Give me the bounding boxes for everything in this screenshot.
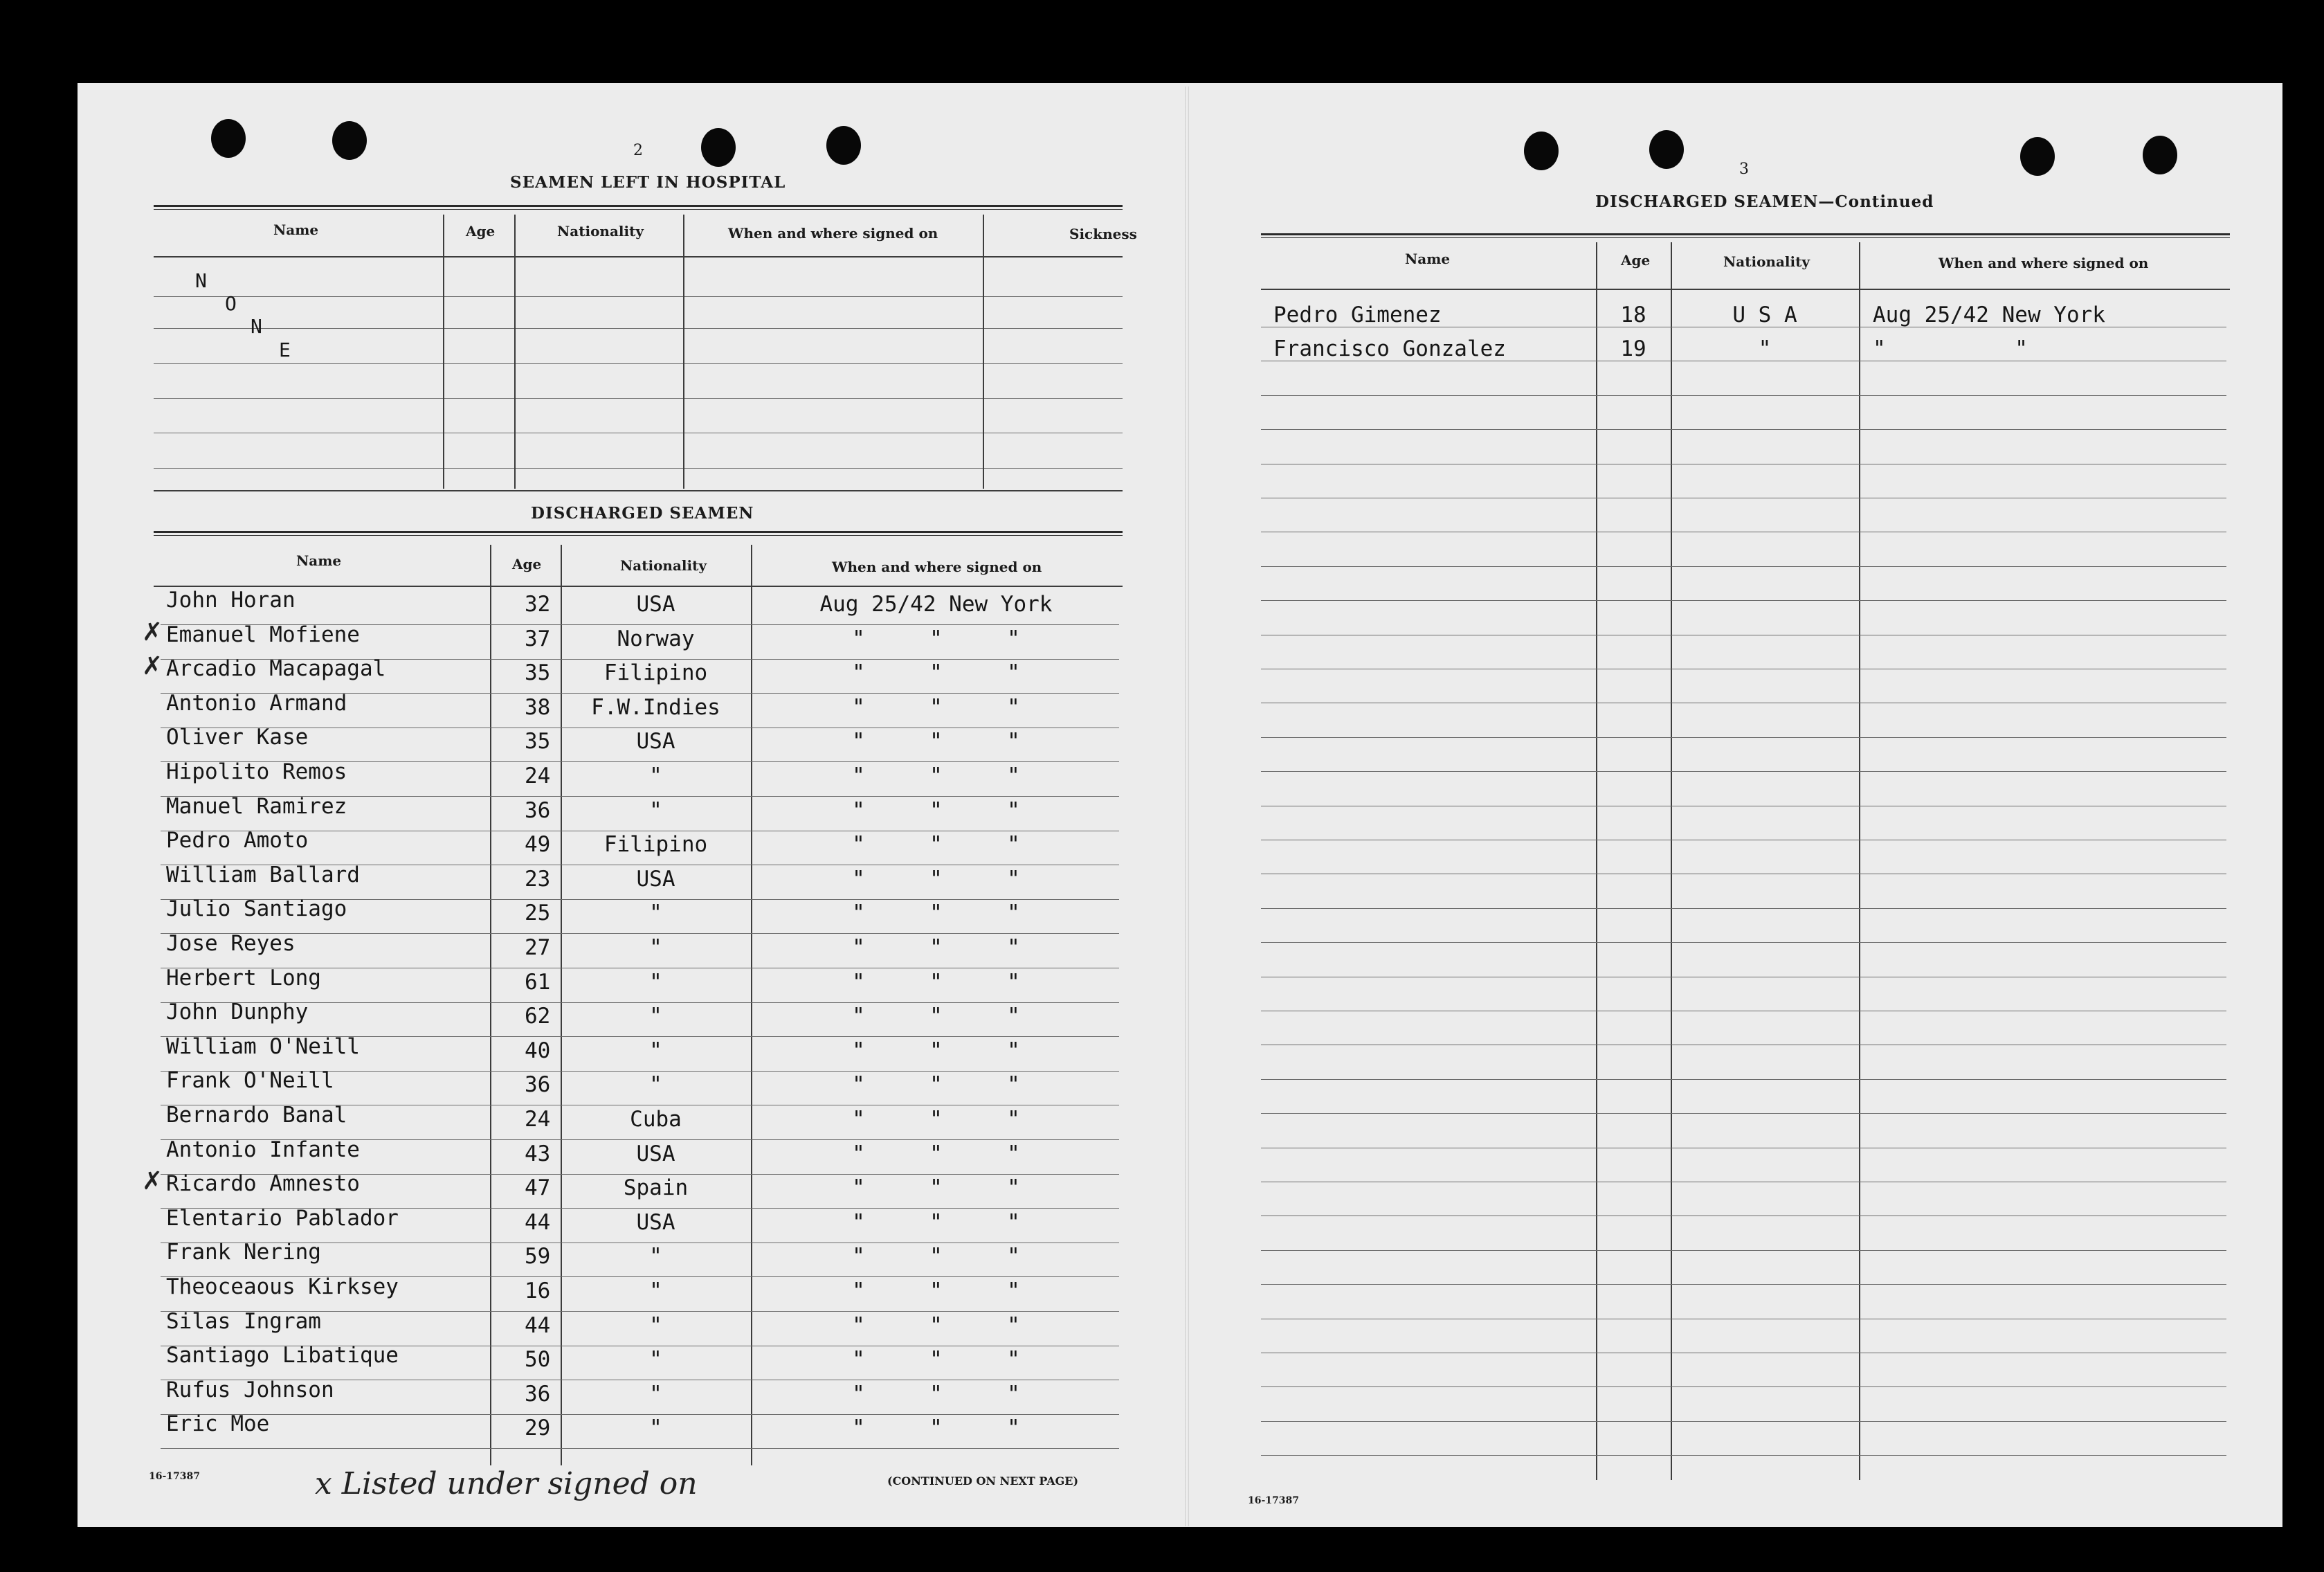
col-header-age: Age	[512, 556, 542, 572]
seaman-nationality: Norway	[617, 626, 695, 651]
row-rule	[1261, 600, 2226, 601]
seaman-name: William O'Neill	[166, 1033, 360, 1059]
table-rule	[154, 490, 1123, 491]
row-rule	[1261, 771, 2226, 772]
col-header-name: Name	[1405, 251, 1451, 267]
seaman-name: Frank Nering	[166, 1240, 321, 1265]
continued-note: (CONTINUED ON NEXT PAGE)	[887, 1474, 1079, 1488]
column-divider	[1859, 242, 1860, 1480]
seaman-signed-on: " " "	[852, 969, 1020, 995]
col-header-nationality: Nationality	[557, 223, 644, 240]
seaman-name: Arcadio Macapagal	[166, 656, 386, 682]
seaman-name: Emanuel Mofiene	[166, 622, 360, 647]
row-rule	[1261, 1421, 2226, 1422]
seaman-nationality: "	[649, 1416, 662, 1441]
seaman-signed-on: Aug 25/42 New York	[819, 592, 1053, 617]
seaman-nationality: "	[649, 1072, 662, 1098]
seaman-age: 47	[525, 1175, 551, 1201]
seaman-nationality: USA	[636, 729, 675, 755]
seaman-nationality: "	[649, 1279, 662, 1303]
none-letter: O	[225, 292, 237, 315]
seaman-age: 61	[525, 969, 551, 995]
seaman-name: Pedro Gimenez	[1273, 302, 1442, 327]
seaman-signed-on: " " "	[852, 1209, 1020, 1235]
table-rule	[154, 531, 1123, 536]
hospital-section-title: SEAMEN LEFT IN HOSPITAL	[510, 173, 786, 192]
punch-hole	[2143, 136, 2177, 174]
seaman-name: Elentario Pablador	[166, 1205, 399, 1231]
seaman-signed-on: " " "	[852, 729, 1020, 755]
table-rule	[154, 256, 1123, 258]
seaman-name: John Horan	[166, 588, 296, 613]
seaman-name: Frank O'Neill	[166, 1068, 334, 1094]
seaman-age: 44	[525, 1209, 551, 1235]
seaman-signed-on: " " "	[852, 1107, 1020, 1132]
seaman-name: Theoceaous Kirksey	[166, 1274, 399, 1299]
seaman-nationality: Spain	[623, 1175, 689, 1201]
seaman-age: 44	[525, 1312, 551, 1338]
column-divider	[1671, 242, 1672, 1480]
seaman-nationality: Cuba	[630, 1107, 682, 1132]
column-divider	[443, 215, 444, 489]
col-header-name: Name	[273, 222, 319, 238]
punch-hole	[826, 126, 861, 165]
seaman-name: Bernardo Banal	[166, 1103, 347, 1128]
seaman-nationality: "	[649, 1038, 662, 1063]
col-header-signed-on: When and where signed on	[832, 559, 1042, 575]
seaman-signed-on: " " "	[852, 1312, 1020, 1338]
table-rule	[1261, 289, 2230, 290]
col-header-age: Age	[466, 223, 496, 240]
none-letter: N	[251, 315, 262, 338]
page-fold	[1185, 87, 1189, 1526]
seaman-age: 38	[525, 694, 551, 720]
column-divider	[490, 545, 491, 1465]
table-rule	[154, 296, 1123, 297]
seaman-signed-on: " " "	[852, 1244, 1020, 1270]
row-rule	[1261, 1284, 2226, 1285]
seaman-age: 24	[525, 1107, 551, 1132]
seaman-name: Pedro Amoto	[166, 828, 309, 853]
seaman-signed-on: " " "	[852, 832, 1020, 858]
col-header-age: Age	[1621, 252, 1651, 269]
column-divider	[1596, 242, 1597, 1480]
handwritten-note: x Listed under signed on	[315, 1466, 698, 1501]
col-header-nationality: Nationality	[1723, 253, 1810, 270]
seaman-name: Silas Ingram	[166, 1308, 321, 1334]
seaman-age: 25	[525, 901, 551, 926]
seaman-nationality: Filipino	[603, 660, 708, 686]
seaman-name: Oliver Kase	[166, 725, 309, 750]
punch-hole	[1649, 130, 1684, 169]
table-rule	[154, 468, 1123, 469]
seaman-nationality: "	[649, 797, 662, 823]
seaman-name: Julio Santiago	[166, 896, 347, 922]
seaman-signed-on: Aug 25/42 New York	[1873, 302, 2105, 327]
table-rule	[154, 328, 1123, 329]
col-header-nationality: Nationality	[620, 557, 707, 574]
row-rule	[1261, 1079, 2226, 1080]
seaman-age: 43	[525, 1141, 551, 1166]
seaman-name: Santiago Libatique	[166, 1343, 399, 1368]
seaman-age: 36	[525, 1381, 551, 1407]
seaman-signed-on: " " "	[852, 866, 1020, 892]
col-header-signed-on: When and where signed on	[1939, 255, 2149, 271]
seaman-signed-on: " " "	[852, 1381, 1020, 1407]
punch-hole	[701, 128, 736, 167]
col-header-signed-on: When and where signed on	[728, 225, 938, 242]
seaman-nationality: "	[649, 1347, 662, 1373]
seaman-name: Hipolito Remos	[166, 759, 347, 784]
seaman-nationality: USA	[636, 592, 675, 617]
seaman-age: 36	[525, 1072, 551, 1098]
continued-section-title: DISCHARGED SEAMEN—Continued	[1595, 192, 1934, 211]
row-rule	[161, 1414, 1119, 1415]
seaman-age: 16	[525, 1279, 551, 1303]
row-rule	[1261, 1113, 2226, 1114]
punch-hole	[332, 121, 367, 160]
seaman-age: 24	[525, 764, 551, 788]
seaman-signed-on: " " "	[852, 1175, 1020, 1201]
row-rule	[1261, 1250, 2226, 1251]
column-divider	[514, 215, 516, 489]
seaman-age: 29	[525, 1416, 551, 1441]
seaman-age: 19	[1620, 336, 1646, 362]
col-header-sickness: Sickness	[1069, 226, 1137, 242]
row-rule	[1261, 1386, 2226, 1387]
seaman-age: 23	[525, 866, 551, 892]
row-mark: ✗	[142, 652, 163, 681]
seaman-age: 50	[525, 1347, 551, 1373]
seaman-nationality: USA	[636, 1141, 675, 1166]
none-letter: E	[279, 338, 291, 361]
seaman-signed-on: " " "	[852, 694, 1020, 720]
seaman-age: 18	[1620, 302, 1646, 327]
seaman-name: William Ballard	[166, 862, 360, 887]
seaman-signed-on: " "	[1873, 336, 2028, 362]
seaman-nationality: U S A	[1732, 302, 1797, 327]
seaman-name: John Dunphy	[166, 1000, 309, 1025]
seaman-name: Antonio Armand	[166, 690, 347, 716]
seaman-nationality: USA	[636, 866, 675, 892]
form-code-right: 16-17387	[1248, 1495, 1299, 1506]
seaman-signed-on: " " "	[852, 1347, 1020, 1373]
seaman-age: 35	[525, 729, 551, 755]
seaman-nationality: "	[649, 901, 662, 926]
seaman-nationality: F.W.Indies	[591, 694, 720, 720]
column-divider	[683, 215, 684, 489]
seaman-signed-on: " " "	[852, 660, 1020, 686]
row-rule	[161, 1448, 1119, 1449]
none-letter: N	[195, 269, 207, 292]
table-rule	[154, 363, 1123, 364]
column-divider	[983, 215, 984, 489]
seaman-age: 49	[525, 832, 551, 858]
page-number-right: 3	[1739, 161, 1749, 178]
seaman-name: Jose Reyes	[166, 931, 296, 956]
seaman-nationality: "	[649, 1004, 662, 1029]
seaman-nationality: "	[649, 1312, 662, 1338]
seaman-signed-on: " " "	[852, 764, 1020, 788]
punch-hole	[211, 119, 246, 158]
seaman-signed-on: " " "	[852, 1004, 1020, 1029]
seaman-name: Antonio Infante	[166, 1137, 360, 1162]
row-mark: ✗	[142, 1167, 163, 1196]
seaman-signed-on: " " "	[852, 626, 1020, 651]
seaman-nationality: "	[649, 1244, 662, 1270]
discharged-section-title: DISCHARGED SEAMEN	[531, 504, 754, 523]
col-header-name: Name	[296, 552, 342, 569]
seaman-signed-on: " " "	[852, 1279, 1020, 1303]
table-rule	[154, 398, 1123, 399]
seaman-name: Francisco Gonzalez	[1273, 336, 1506, 362]
seaman-age: 62	[525, 1004, 551, 1029]
seaman-age: 32	[525, 592, 551, 617]
seaman-nationality: "	[649, 1381, 662, 1407]
row-rule	[1261, 429, 2226, 430]
page-number-left: 2	[633, 142, 643, 159]
seaman-signed-on: " " "	[852, 797, 1020, 823]
seaman-nationality: "	[649, 969, 662, 995]
row-rule	[1261, 737, 2226, 738]
seaman-nationality: "	[649, 935, 662, 960]
seaman-signed-on: " " "	[852, 1416, 1020, 1441]
form-code-left: 16-17387	[149, 1471, 200, 1482]
table-rule	[154, 205, 1123, 210]
seaman-name: Ricardo Amnesto	[166, 1171, 360, 1197]
seaman-name: Herbert Long	[166, 965, 321, 991]
row-rule	[1261, 566, 2226, 567]
seaman-age: 37	[525, 626, 551, 651]
seaman-signed-on: " " "	[852, 1141, 1020, 1166]
punch-hole	[2020, 137, 2055, 176]
seaman-name: Eric Moe	[166, 1411, 270, 1437]
seaman-age: 59	[525, 1244, 551, 1270]
row-rule	[161, 933, 1119, 934]
row-rule	[1261, 1455, 2226, 1456]
row-mark: ✗	[142, 617, 163, 647]
row-rule	[1261, 942, 2226, 943]
table-rule	[1261, 233, 2230, 238]
row-rule	[1261, 395, 2226, 396]
seaman-age: 36	[525, 797, 551, 823]
seaman-age: 35	[525, 660, 551, 686]
table-rule	[154, 586, 1123, 587]
seaman-nationality: "	[1758, 336, 1772, 362]
seaman-name: Manuel Ramirez	[166, 793, 347, 819]
seaman-signed-on: " " "	[852, 1072, 1020, 1098]
seaman-signed-on: " " "	[852, 1038, 1020, 1063]
seaman-age: 27	[525, 935, 551, 960]
seaman-nationality: Filipino	[603, 832, 708, 858]
seaman-age: 40	[525, 1038, 551, 1063]
punch-hole	[1524, 132, 1559, 170]
seaman-nationality: "	[649, 764, 662, 788]
row-rule	[1261, 908, 2226, 909]
seaman-name: Rufus Johnson	[166, 1377, 334, 1402]
seaman-nationality: USA	[636, 1209, 675, 1235]
seaman-signed-on: " " "	[852, 935, 1020, 960]
seaman-signed-on: " " "	[852, 901, 1020, 926]
